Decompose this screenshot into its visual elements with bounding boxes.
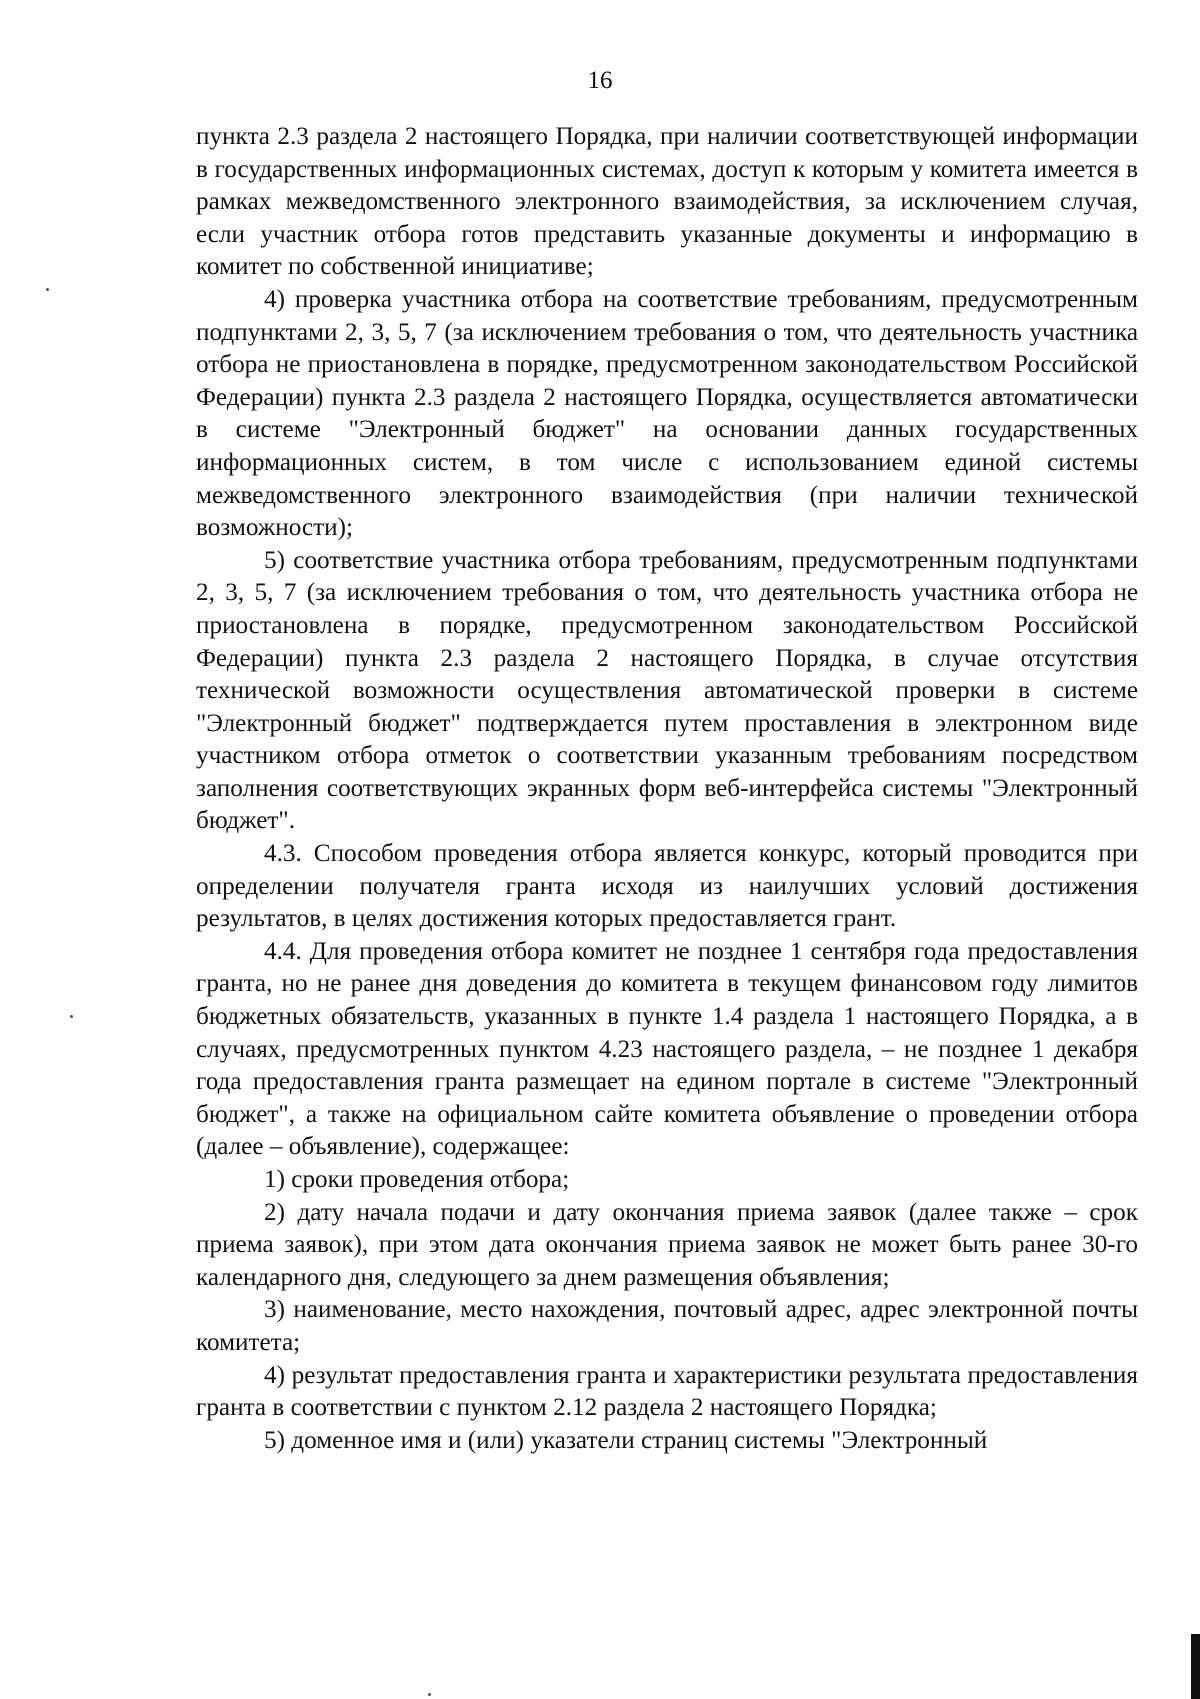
paragraph-item-4: 4) проверка участника отбора на соответствие требованиям, предусмотренным подпунктами 2, 3, 5, 7 (за исключением требования о том, что деятельность участника отбора не приостановлена в порядке, предусмотренном законодательством Российской Федерации) пункта 2.3 раздела 2 настоящего Порядка, осуществляется автоматически в системе "Электронный бюджет" на основании данных государственных информационных систем, в том числе с использованием единой системы межведомственного электронного взаимодействия (при наличии технической возможности); bbox=[196, 285, 1138, 542]
paragraph-continuation: пункта 2.3 раздела 2 настоящего Порядка, при наличии соответствующей информации в государственных информационных системах, доступ к которым у комитета имеется в рамках межведомственного электронного взаимодействия, за исключением случая, если участник отбора готов представить указанные документы и информацию в комитет по собственной инициативе; bbox=[196, 123, 1138, 281]
scan-edge-mark bbox=[1191, 1634, 1200, 1699]
page-number: 16 bbox=[587, 67, 613, 94]
paragraph-4-3: 4.3. Способом проведения отбора является конкурс, который проводится при определении получателя гранта исходя из наилучших условий достижения результатов, в целях достижения которых предоставляется грант. bbox=[196, 840, 1138, 933]
paragraph-item-5: 5) соответствие участника отбора требованиям, предусмотренным подпунктами 2, 3, 5, 7 (за исключением требования о том, что деятельность участника отбора не приостановлена в порядке, предусмотренном законодательством Российской Федерации) пункта 2.3 раздела 2 настоящего Порядка, в случае отсутствия технической возможности осуществления автоматической проверки в системе "Электронный бюджет" подтверждается путем проставления в электронном виде участником отбора отметок о соответствии указанным требованиям посредством заполнения соответствующих экранных форм веб-интерфейса системы "Электронный бюджет". bbox=[196, 546, 1138, 835]
paragraph-4-4: 4.4. Для проведения отбора комитет не позднее 1 сентября года предоставления гранта, но не ранее дня доведения до комитета в текущем финансовом году лимитов бюджетных обязательств, указанных в пункте 1.4 раздела 1 настоящего Порядка, а в случаях, предусмотренных пунктом 4.23 настоящего раздела, – не позднее 1 декабря года предоставления гранта размещает на едином портале в системе "Электронный бюджет", а также на официальном сайте комитета объявление о проведении отбора (далее – объявление), содержащее: bbox=[196, 937, 1138, 1161]
document-body bbox=[196, 121, 1138, 1457]
scan-speck bbox=[46, 288, 49, 291]
list-item-2: 2) дату начала подачи и дату окончания приема заявок (далее также – срок приема заявок), при этом дата окончания приема заявок не может быть ранее 30-го календарного дня, следующего за днем размещения объявления; bbox=[196, 1198, 1138, 1291]
list-item-5: 5) доменное имя и (или) указатели страниц системы "Электронный bbox=[264, 1426, 988, 1454]
scan-speck bbox=[70, 1015, 73, 1018]
list-item-3: 3) наименование, место нахождения, почтовый адрес, адрес электронной почты комитета; bbox=[196, 1296, 1138, 1356]
list-item-4: 4) результат предоставления гранта и характеристики результата предоставления гранта в соответствии с пунктом 2.12 раздела 2 настоящего Порядка; bbox=[196, 1361, 1138, 1422]
list-item-1: 1) сроки проведения отбора; bbox=[264, 1166, 570, 1193]
scan-speck bbox=[428, 1693, 431, 1696]
